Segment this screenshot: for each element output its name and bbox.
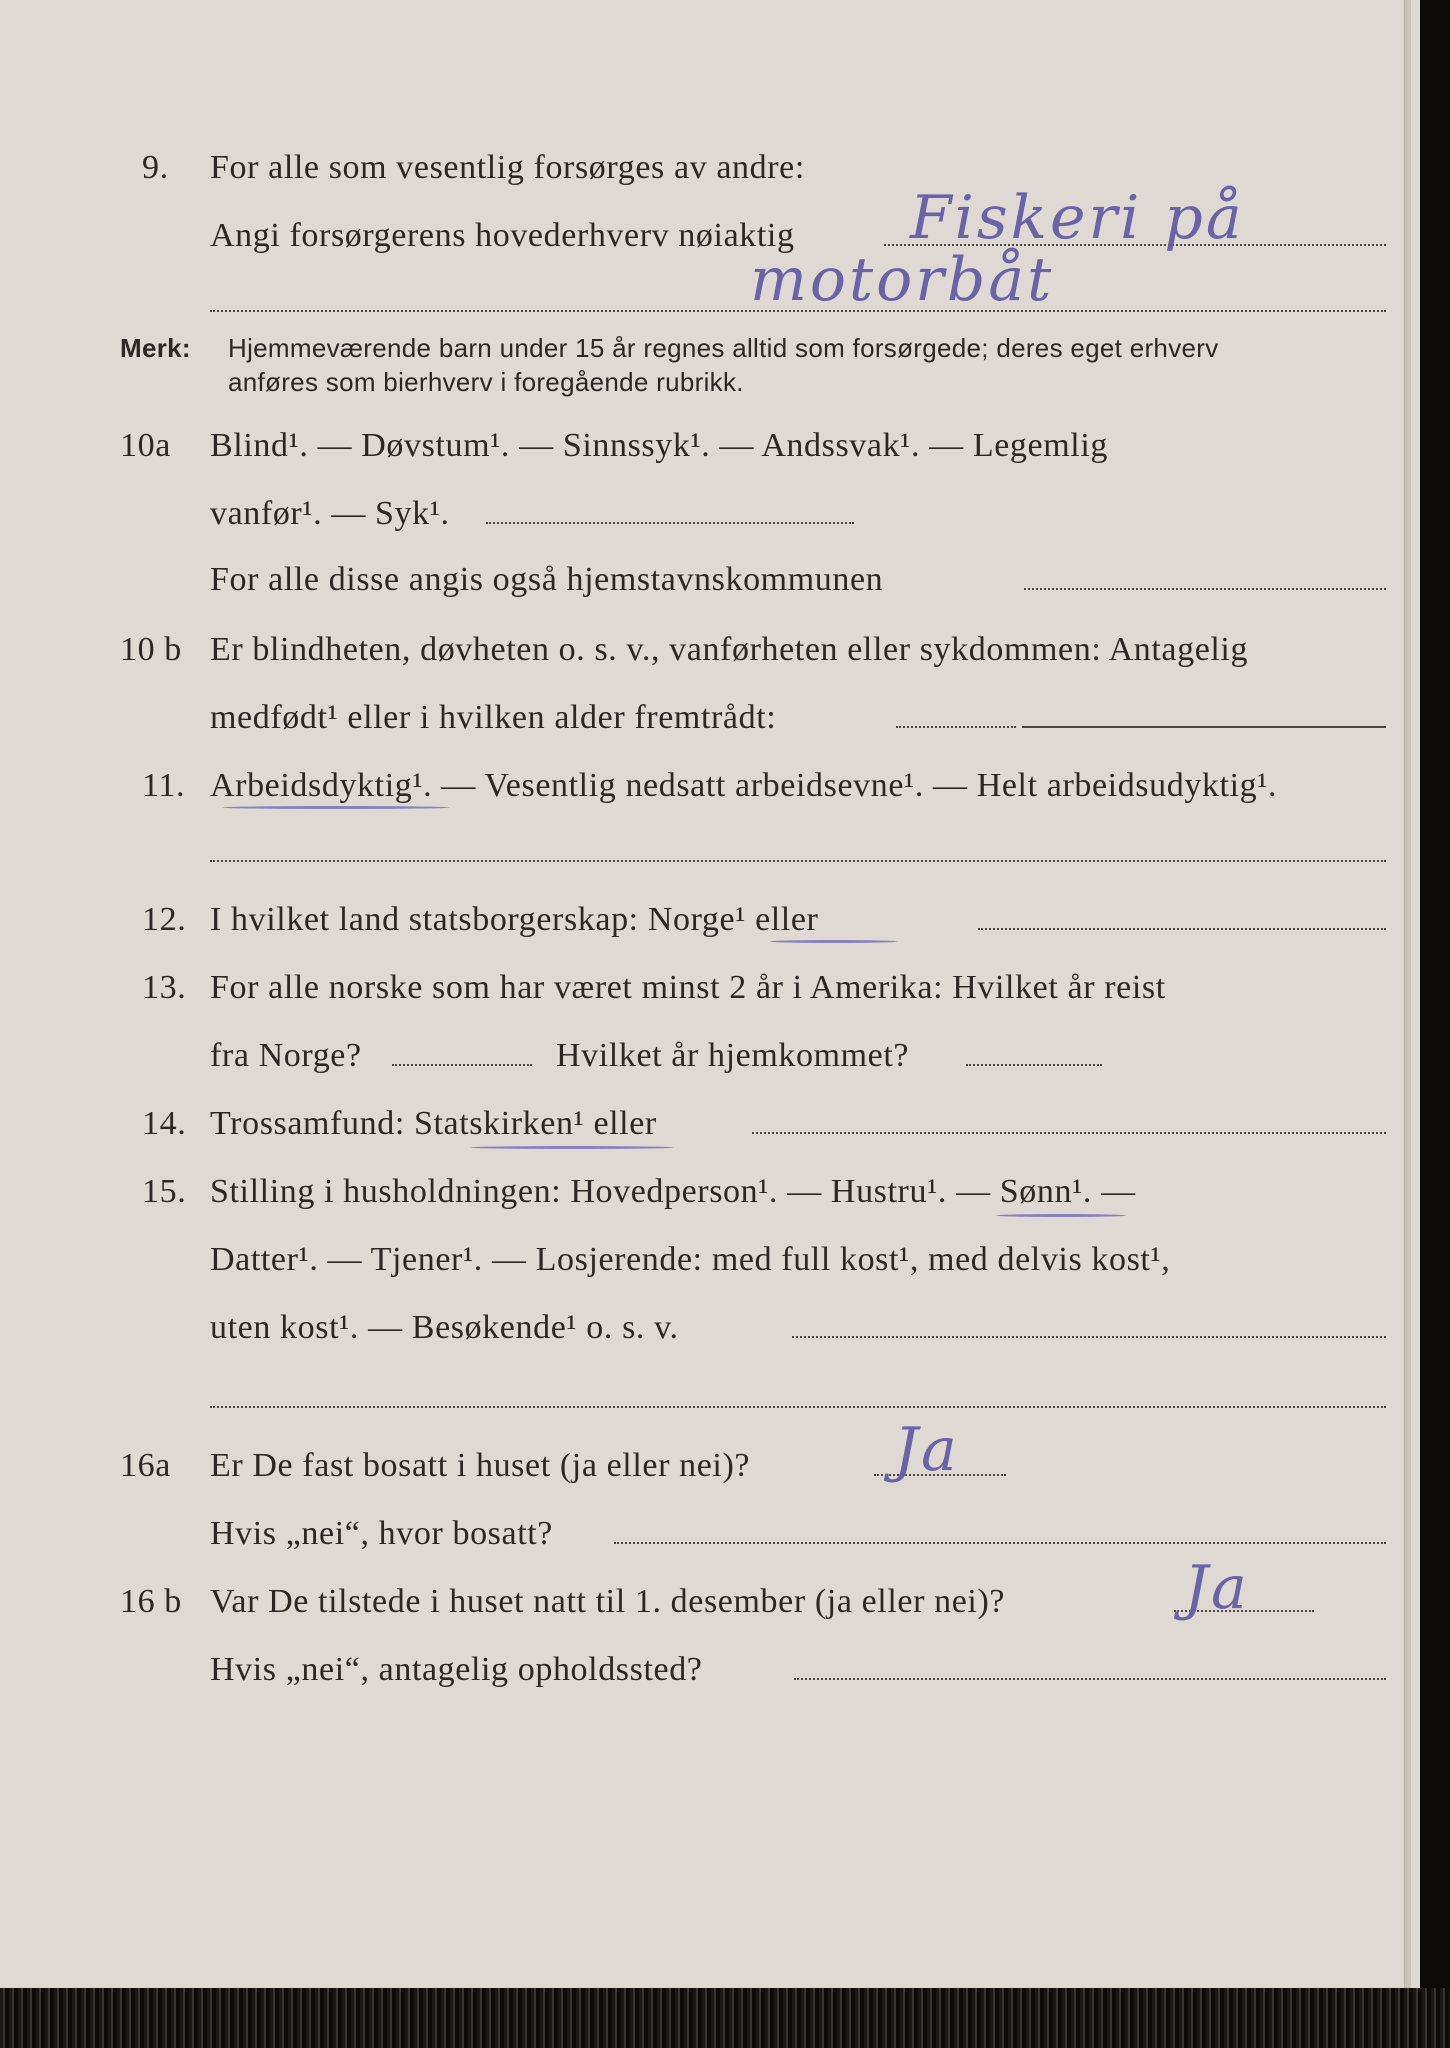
q9-handwritten-answer-1: Fiskeri på — [910, 183, 1245, 253]
q10a-number: 10a — [120, 427, 171, 464]
q10b-number: 10 b — [120, 631, 182, 668]
q14-number: 14. — [142, 1105, 187, 1142]
q13-answer-line-1 — [392, 1064, 532, 1066]
q13-number: 13. — [142, 969, 187, 1006]
q11-underline-arbeidsdyktig — [222, 806, 450, 809]
q13-line2a: fra Norge? — [210, 1037, 362, 1074]
page-edge — [1404, 0, 1411, 1988]
q10a-line2: vanfør¹. — Syk¹. — [210, 495, 450, 532]
q10a-line1: Blind¹. — Døvstum¹. — Sinnssyk¹. — Andssvak¹. — Legemlig — [210, 427, 1108, 464]
q9-number: 9. — [142, 149, 169, 186]
q12-answer-line — [978, 928, 1386, 930]
q11-number: 11. — [142, 767, 186, 804]
q9-handwritten-answer-2: motorbåt — [750, 245, 1055, 315]
q9-line1: For alle som vesentlig forsørges av andre: — [210, 149, 805, 186]
q16a-handwritten-answer: Ja — [894, 1415, 960, 1485]
q14-answer-line — [752, 1132, 1386, 1134]
q10b-answer-line-dotted — [896, 726, 1016, 728]
q16a-line2: Hvis „nei“, hvor bosatt? — [210, 1515, 553, 1552]
q10a-line3: For alle disse angis også hjemstavnskommunen — [210, 561, 884, 598]
q11-answer-line — [210, 860, 1386, 862]
q10a-answer-line-1 — [486, 522, 854, 524]
q14-line1: Trossamfund: Statskirken¹ eller — [210, 1105, 657, 1142]
q15-underline-hustru — [996, 1214, 1126, 1217]
q12-line1: I hvilket land statsborgerskap: Norge¹ eller — [210, 901, 819, 938]
q12-underline-norge — [770, 940, 898, 943]
q15-answer-line-2 — [210, 1406, 1386, 1408]
q9-answer-line-2 — [210, 310, 1386, 312]
q16b-handwritten-answer: Ja — [1184, 1553, 1250, 1623]
q10a-answer-line-2 — [1024, 588, 1386, 590]
q15-line3: uten kost¹. — Besøkende¹ o. s. v. — [210, 1309, 679, 1346]
q15-answer-line-1 — [792, 1336, 1386, 1338]
q16b-line2: Hvis „nei“, antagelig opholdssted? — [210, 1651, 703, 1688]
q9-line2: Angi forsørgerens hovederhverv nøiaktig — [210, 217, 795, 254]
q15-number: 15. — [142, 1173, 187, 1210]
merk-line1: Hjemmeværende barn under 15 år regnes alltid som forsørgede; deres eget erhverv — [228, 333, 1219, 363]
q16b-line1: Var De tilstede i huset natt til 1. desember (ja eller nei)? — [210, 1583, 1006, 1620]
q10b-line2: medfødt¹ eller i hvilken alder fremtrådt: — [210, 699, 777, 736]
q15-line1: Stilling i husholdningen: Hovedperson¹. — Hustru¹. — Sønn¹. — — [210, 1173, 1136, 1210]
q10b-answer-line-solid — [1022, 726, 1386, 728]
q16a-line1: Er De fast bosatt i huset (ja eller nei)? — [210, 1447, 751, 1484]
merk-label: Merk: — [120, 333, 191, 363]
q10b-line1: Er blindheten, døvheten o. s. v., vanførheten eller sykdommen: Antagelig — [210, 631, 1249, 668]
q16a-number: 16a — [120, 1447, 171, 1484]
q14-underline-statskirken — [470, 1146, 674, 1149]
q13-line1: For alle norske som har været minst 2 år i Amerika: Hvilket år reist — [210, 969, 1166, 1006]
scan-border-strip — [0, 1988, 1450, 2048]
q12-number: 12. — [142, 901, 187, 938]
q16a-answer-line-2 — [614, 1542, 1386, 1544]
q13-answer-line-2 — [966, 1064, 1102, 1066]
q13-line2b: Hvilket år hjemkommet? — [556, 1037, 910, 1074]
q15-line2: Datter¹. — Tjener¹. — Losjerende: med full kost¹, med delvis kost¹, — [210, 1241, 1171, 1278]
q11-line1: Arbeidsdyktig¹. — Vesentlig nedsatt arbeidsevne¹. — Helt arbeidsudyktig¹. — [210, 767, 1278, 804]
q16b-answer-line-2 — [794, 1678, 1386, 1680]
q16b-number: 16 b — [120, 1583, 182, 1620]
merk-line2: anføres som bierhverv i foregående rubrikk. — [228, 367, 744, 397]
